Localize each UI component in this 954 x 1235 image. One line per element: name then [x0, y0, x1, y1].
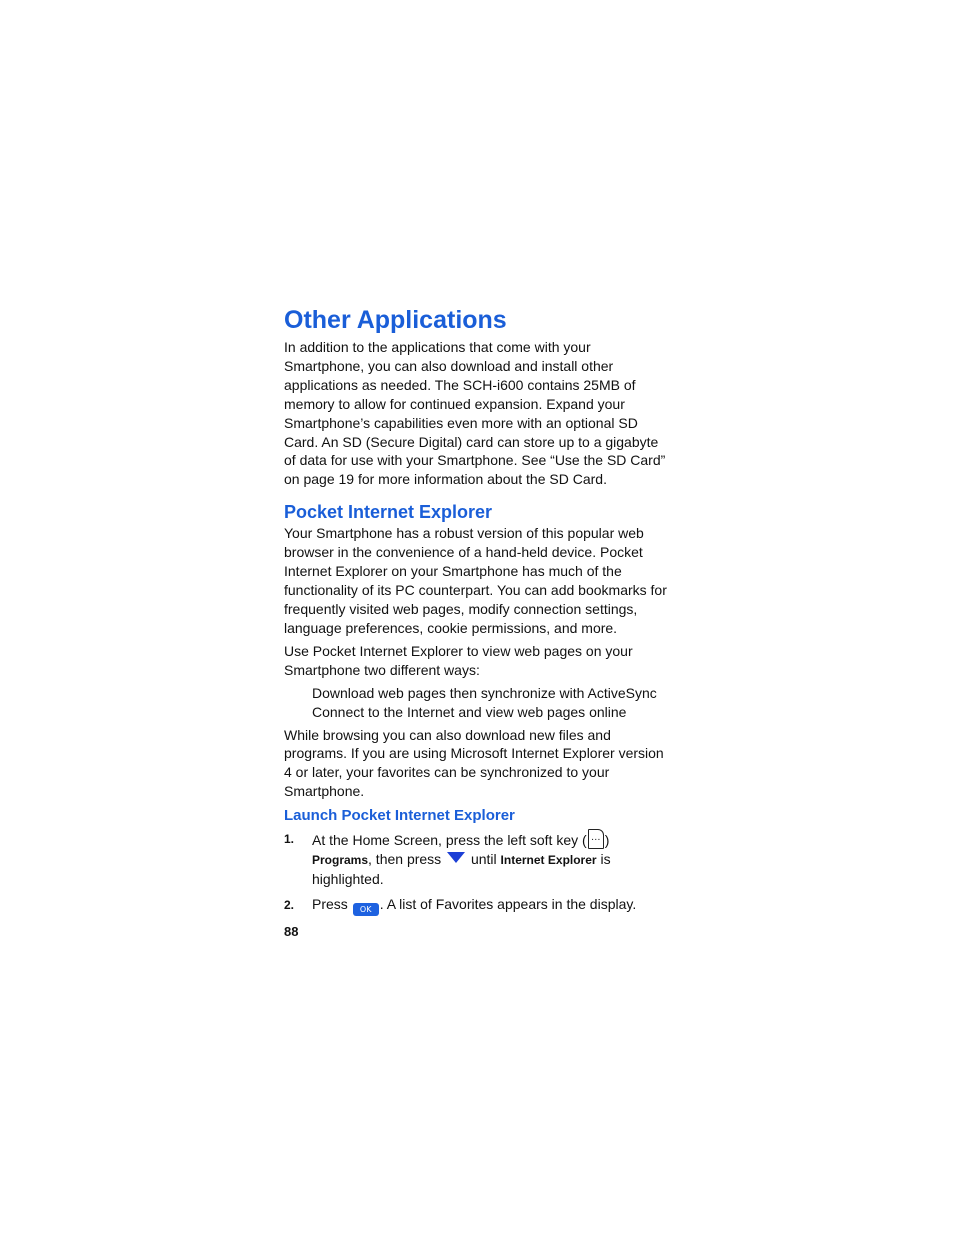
step-text: At the Home Screen, press the left soft key ( [312, 832, 587, 849]
list-item: Download web pages then synchronize with ActiveSync [312, 684, 657, 701]
step-1 [284, 829, 669, 889]
down-arrow-icon [447, 852, 465, 863]
programs-label: Programs [312, 853, 369, 868]
intro-paragraph: In addition to the applications that come with your Smartphone, you can also download and install other applications as needed. The SCH-i600 contains 25MB of memory to allow for continued expansion. Expand your Smartphone’s capabilities even more with an optional SD Card. An SD (Secure Digital) card can store up to a gigabyte of data for use with your Smartphone. See “Use the SD Card” on page 19 for more information about the SD Card. [284, 339, 666, 488]
ok-key-icon: OK [353, 903, 379, 916]
step-text: until [470, 851, 497, 868]
page-content [284, 302, 669, 941]
step-number: 2. [284, 898, 295, 913]
ways-list [312, 684, 669, 722]
step-text: . A list of Favorites appears in the display. [379, 896, 637, 913]
step-text: , then press [368, 851, 442, 868]
section-heading: Pocket Internet Explorer [284, 502, 493, 523]
page-title: Other Applications [284, 306, 507, 334]
steps-list [284, 829, 669, 916]
left-soft-key-icon [588, 829, 604, 849]
page-number: 88 [284, 924, 299, 940]
step-number: 1. [284, 832, 295, 847]
section-paragraph-3: While browsing you can also download new files and programs. If you are using Microsoft Internet Explorer version 4 or later, your favorites can be synchronized to your Smartphone. [284, 726, 664, 800]
subsection-heading: Launch Pocket Internet Explorer [284, 807, 515, 825]
step-text: ) [604, 832, 610, 849]
list-item: Connect to the Internet and view web pages online [312, 703, 627, 720]
step-2 [284, 895, 669, 916]
internet-explorer-label: Internet Explorer [500, 853, 597, 868]
section-paragraph-1: Your Smartphone has a robust version of this popular web browser in the convenience of a hand-held device. Pocket Internet Explorer on your Smartphone has much of the functionality of its PC counterpart. You can add bookmarks for frequently visited web pages, modify connection settings, language preferences, cookie permissions, and more. [284, 525, 667, 636]
section-paragraph-2: Use Pocket Internet Explorer to view web pages on your Smartphone two different ways: [284, 642, 633, 678]
step-text: Press [312, 896, 348, 913]
step-text: is highlighted. [312, 851, 611, 888]
